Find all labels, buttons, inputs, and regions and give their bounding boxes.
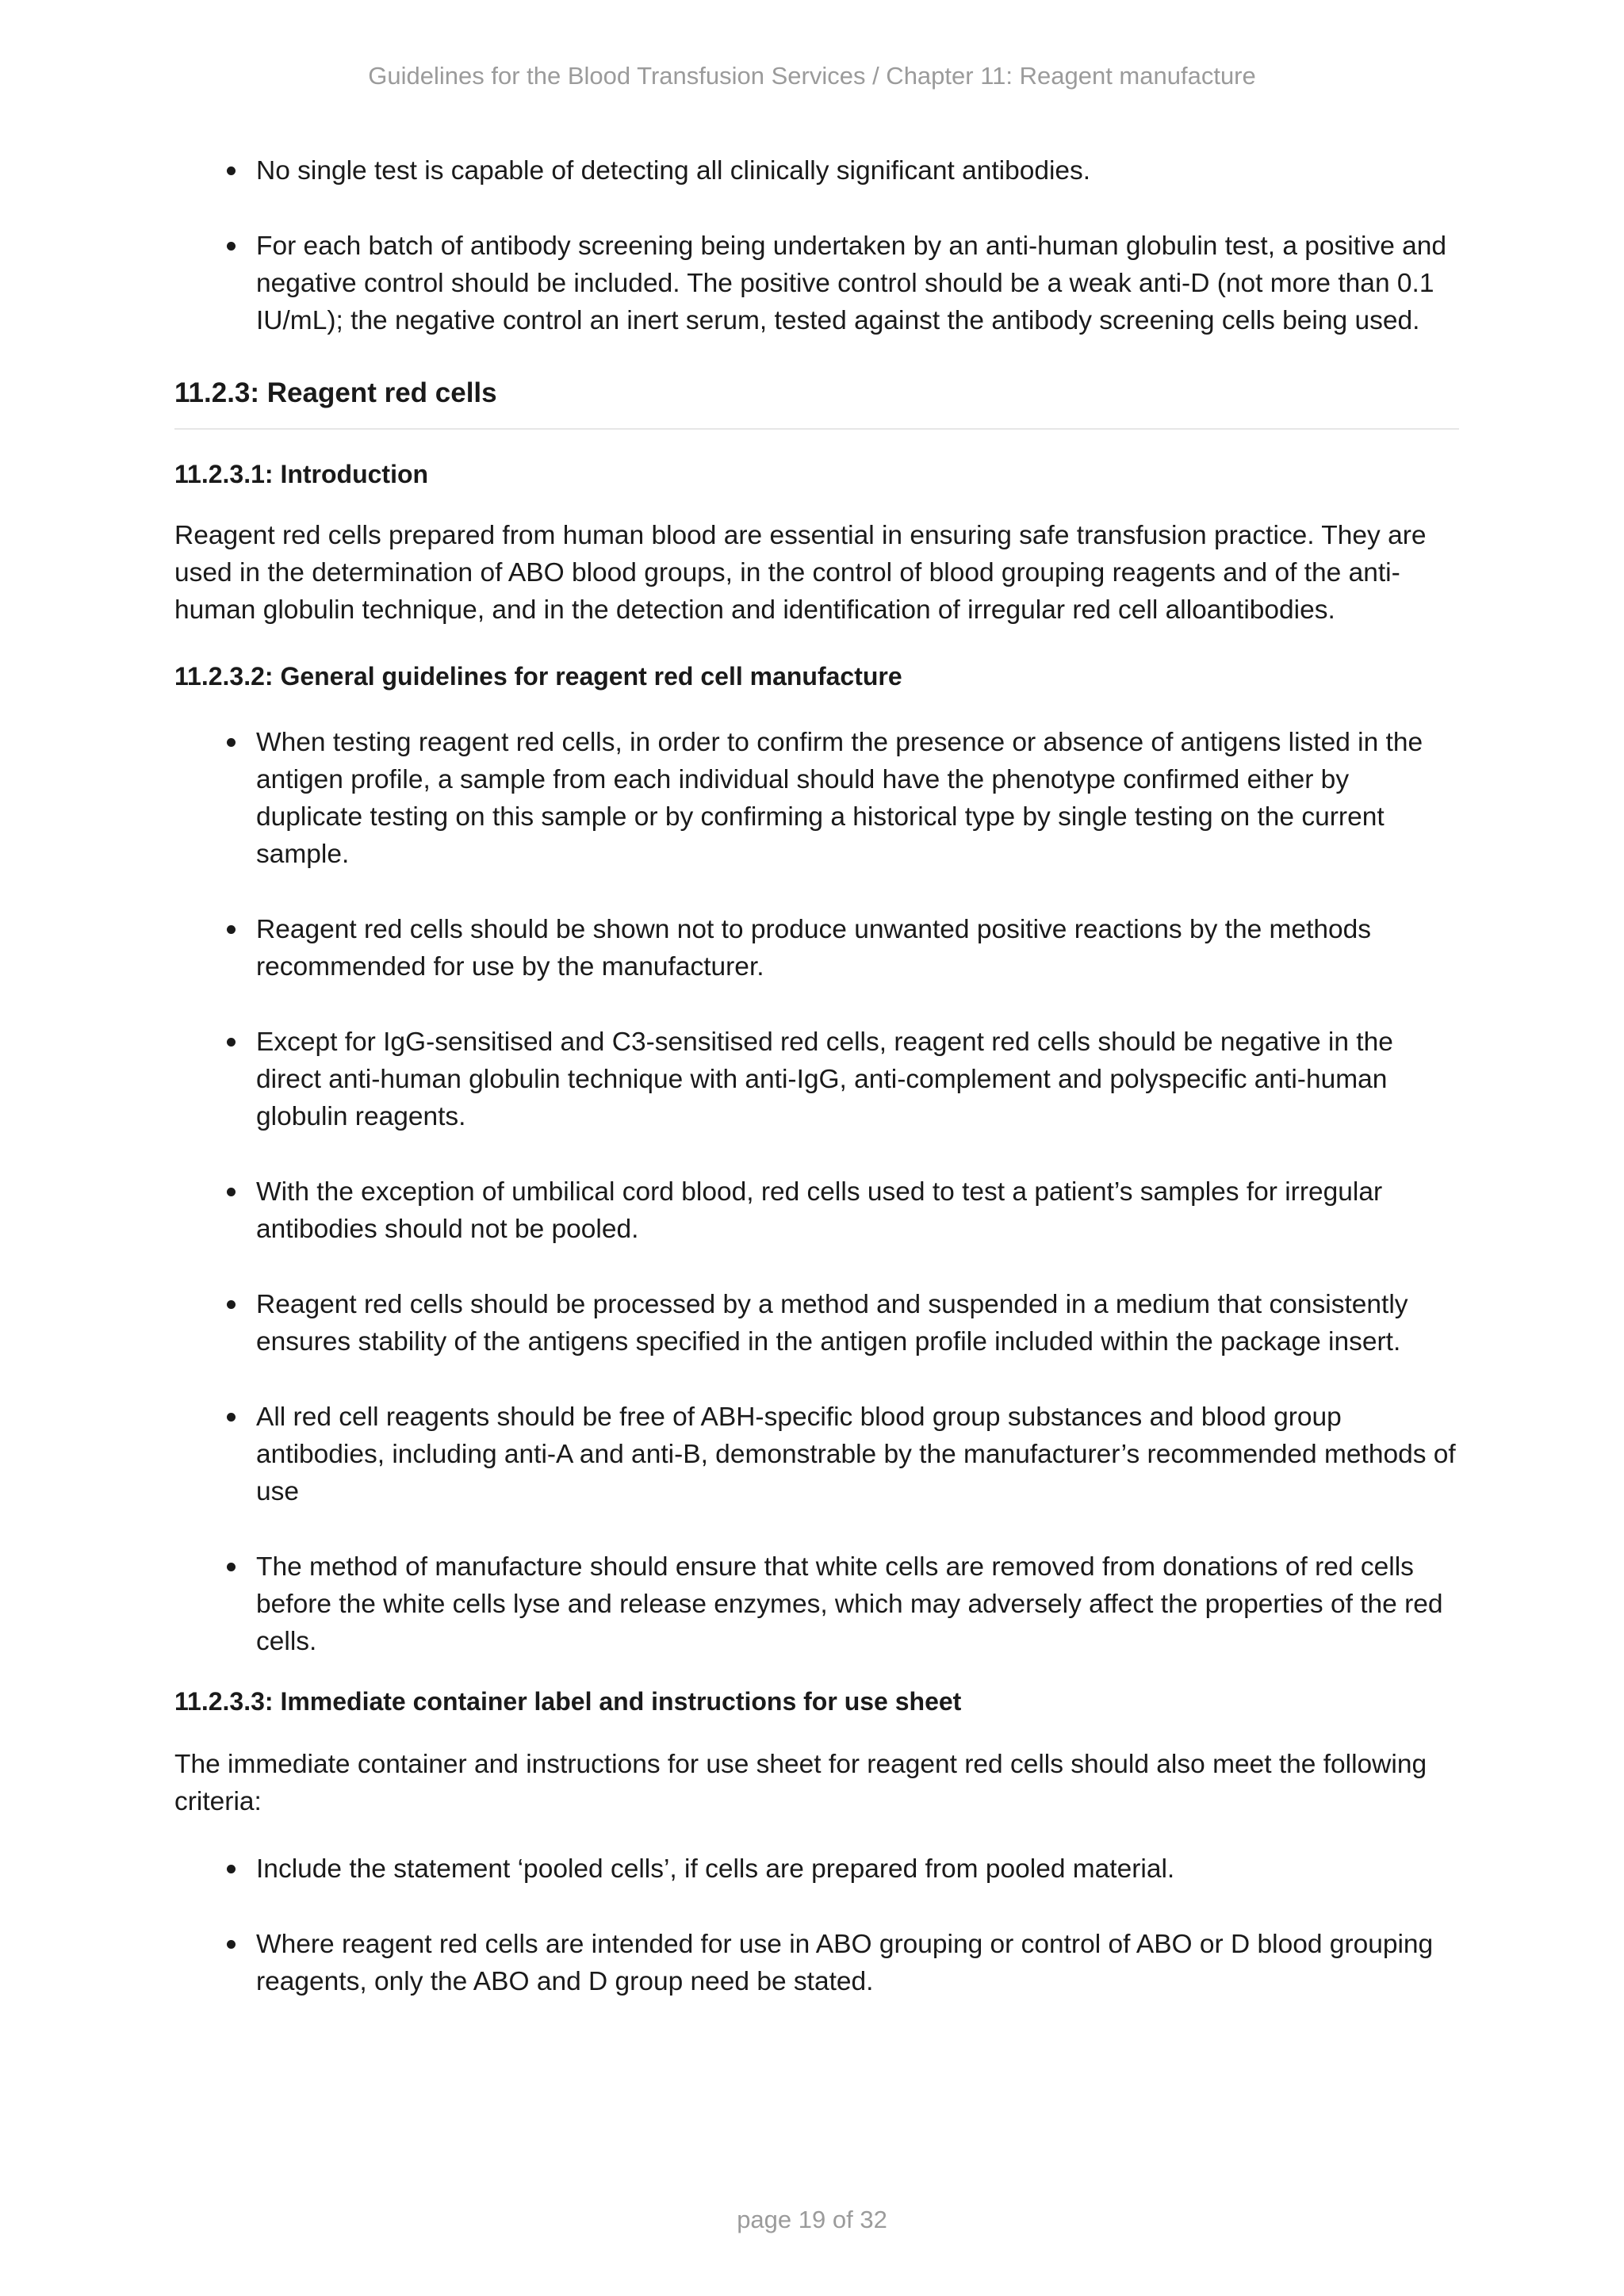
section-heading-reagent-red-cells: 11.2.3: Reagent red cells	[174, 376, 1459, 430]
intro-bullet-list	[174, 152, 1459, 339]
list-item: Reagent red cells should be shown not to produce unwanted positive reactions by the methods recommended for use by the manufacturer.	[174, 911, 1459, 985]
list-item: Where reagent red cells are intended for use in ABO grouping or control of ABO or D blood grouping reagents, only the ABO and D group need be stated.	[174, 1926, 1459, 2000]
subsection-heading-general-guidelines: 11.2.3.2: General guidelines for reagent red cell manufacture	[174, 662, 902, 691]
list-item: Except for IgG-sensitised and C3-sensitised red cells, reagent red cells should be negative in the direct anti-human globulin technique with anti-IgG, anti-complement and polyspecific anti-human globulin reagents.	[174, 1024, 1459, 1135]
list-item: No single test is capable of detecting all clinically significant antibodies.	[174, 152, 1459, 189]
list-item: Include the statement ‘pooled cells’, if cells are prepared from pooled material.	[174, 1850, 1459, 1888]
list-item: All red cell reagents should be free of ABH-specific blood group substances and blood group antibodies, including anti-A and anti-B, demonstrable by the manufacturer’s recommended methods of use	[174, 1399, 1459, 1510]
list-item: The method of manufacture should ensure that white cells are removed from donations of red cells before the white cells lyse and release enzymes, which may adversely affect the properties of the red cells.	[174, 1548, 1459, 1660]
running-header: Guidelines for the Blood Transfusion Services / Chapter 11: Reagent manufacture	[368, 62, 1256, 90]
list-item: When testing reagent red cells, in order to confirm the presence or absence of antigens listed in the antigen profile, a sample from each individual should have the phenotype confirmed either by duplicate testing on this sample or by confirming a historical type by single testing on the current sample.	[174, 724, 1459, 873]
list-item: For each batch of antibody screening being undertaken by an anti-human globulin test, a positive and negative control should be included. The positive control should be a weak anti-D (not more than 0.1 IU/mL); the negative control an inert serum, tested against the antibody screening cells being used.	[174, 228, 1459, 339]
container-label-paragraph: The immediate container and instructions for use sheet for reagent red cells should also meet the following criteria:	[174, 1750, 1427, 1816]
general-guidelines-bullet-list	[174, 724, 1459, 1660]
list-item: With the exception of umbilical cord blood, red cells used to test a patient’s samples for irregular antibodies should not be pooled.	[174, 1173, 1459, 1248]
list-item: Reagent red cells should be processed by a method and suspended in a medium that consistently ensures stability of the antigens specified in the antigen profile included within the package insert.	[174, 1286, 1459, 1360]
page-content	[174, 152, 1459, 2000]
container-label-bullet-list	[174, 1850, 1459, 2000]
subsection-heading-container-label: 11.2.3.3: Immediate container label and instructions for use sheet	[174, 1687, 962, 1716]
page-number: page 19 of 32	[737, 2206, 887, 2233]
subsection-heading-introduction: 11.2.3.1: Introduction	[174, 460, 429, 488]
introduction-paragraph: Reagent red cells prepared from human blood are essential in ensuring safe transfusion practice. They are used in the determination of ABO blood groups, in the control of blood grouping reagents and of the anti-human globulin technique, and in the detection and identification of irregular red cell alloantibodies.	[174, 521, 1427, 625]
